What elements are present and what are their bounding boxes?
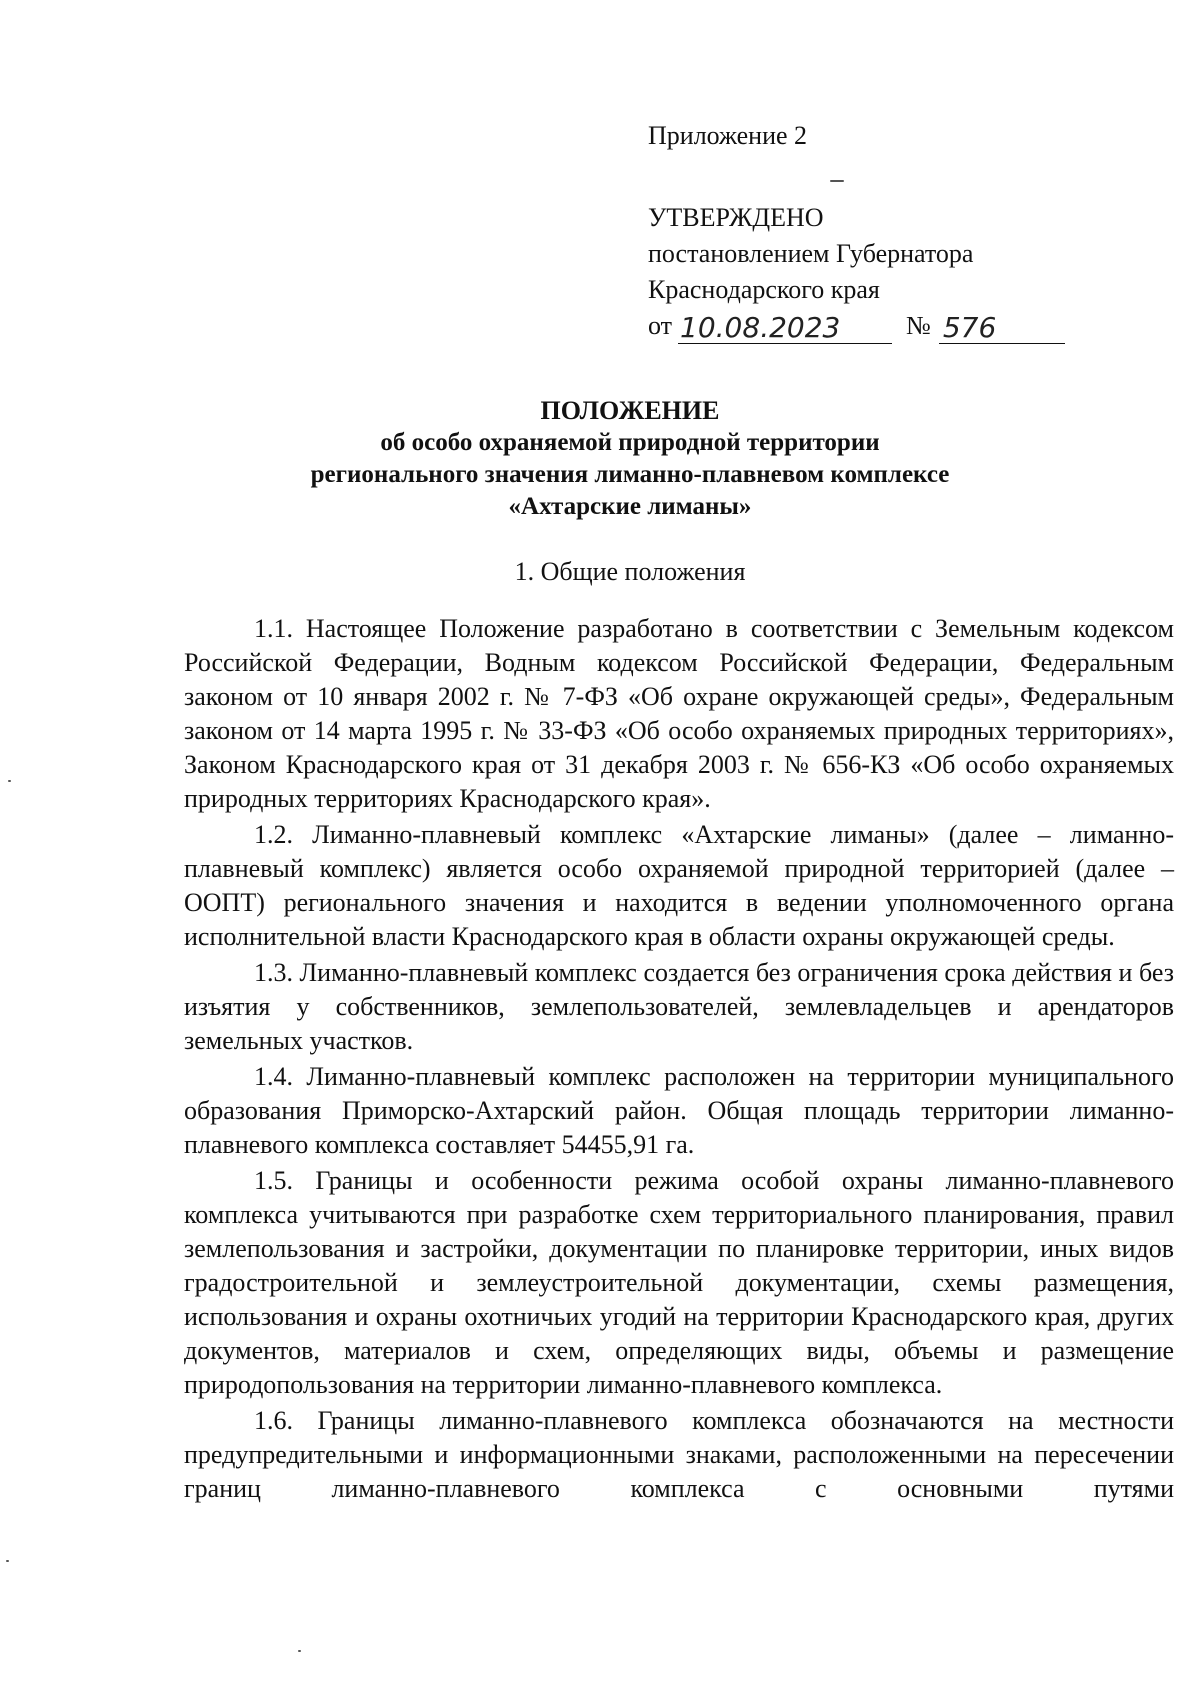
paragraph-1-5: 1.5. Границы и особенности режима особой охраны лиманно-плавневого комплекса учитываются при разработке схем территориального планирования, правил землепользования и застройки, документации по планировке территории, иных видов градостроительной и землеустроительной документации, схемы размещения, использования и охраны охотничьих угодий на территории Краснодарского края, других документов, материалов и схем, определяющих виды, объемы и размещение природопользования на территории лиманно-плавневого комплекса. — [184, 1166, 1174, 1399]
approval-block — [648, 118, 1065, 344]
date-prefix: от — [648, 311, 673, 340]
paragraph-1-3: 1.3. Лиманно-плавневый комплекс создается без ограничения срока действия и без изъятия у собственников, землепользователей, землевладельцев и арендаторов земельных участков. — [184, 958, 1174, 1055]
scan-speck — [298, 1650, 301, 1652]
approved-label: УТВЕРЖДЕНО — [648, 203, 824, 232]
handwritten-date: 10.08.2023 — [678, 313, 892, 344]
title-main: ПОЛОЖЕНИЕ — [540, 396, 720, 425]
paragraph-1-2: 1.2. Лиманно-плавневый комплекс «Ахтарские лиманы» (далее – лиманно-плавневый комплекс) является особо охраняемой природной территорией (далее – ООПТ) регионального значения и находится в ведении уполномоченного органа исполнительной власти Краснодарского края в области охраны окружающей среды. — [184, 820, 1174, 951]
scan-speck — [6, 1560, 9, 1562]
paragraph-1-4: 1.4. Лиманно-плавневый комплекс расположен на территории муниципального образования Приморско-Ахтарский район. Общая площадь территории лиманно-плавневого комплекса составляет 54455,91 га. — [184, 1062, 1174, 1159]
handwritten-number: 576 — [939, 313, 1065, 344]
title-line-2: регионального значения лиманно-плавневом комплексе — [310, 461, 950, 488]
number-prefix: № — [906, 311, 931, 340]
date-number-line — [648, 308, 1065, 344]
approval-line-2: Краснодарского края — [648, 275, 880, 304]
document-title — [180, 395, 1080, 523]
scan-speck — [830, 180, 844, 182]
title-line-1: об особо охраняемой природной территории — [380, 429, 880, 456]
scan-speck — [8, 780, 11, 782]
section-heading: 1. Общие положения — [514, 557, 746, 586]
paragraph-1-1: 1.1. Настоящее Положение разработано в соответствии с Земельным кодексом Российской Федерации, Водным кодексом Российской Федерации, Федеральным законом от 10 января 2002 г. № 7-ФЗ «Об охране окружающей среды», Федеральным законом от 14 марта 1995 г. № 33-ФЗ «Об особо охраняемых природных территориях», Законом Краснодарского края от 31 декабря 2003 г. № 656-КЗ «Об особо охраняемых природных территориях Краснодарского края». — [184, 614, 1174, 813]
approval-line-1: постановлением Губернатора — [648, 239, 974, 268]
document-body — [184, 612, 1174, 1508]
title-line-3: «Ахтарские лиманы» — [508, 493, 752, 520]
paragraph-1-6: 1.6. Границы лиманно-плавневого комплекса обозначаются на местности предупредительными и информационными знаками, расположенными на пересечении границ лиманно-плавневого комплекса с основными путями — [184, 1406, 1174, 1503]
appendix-label: Приложение 2 — [648, 121, 808, 150]
